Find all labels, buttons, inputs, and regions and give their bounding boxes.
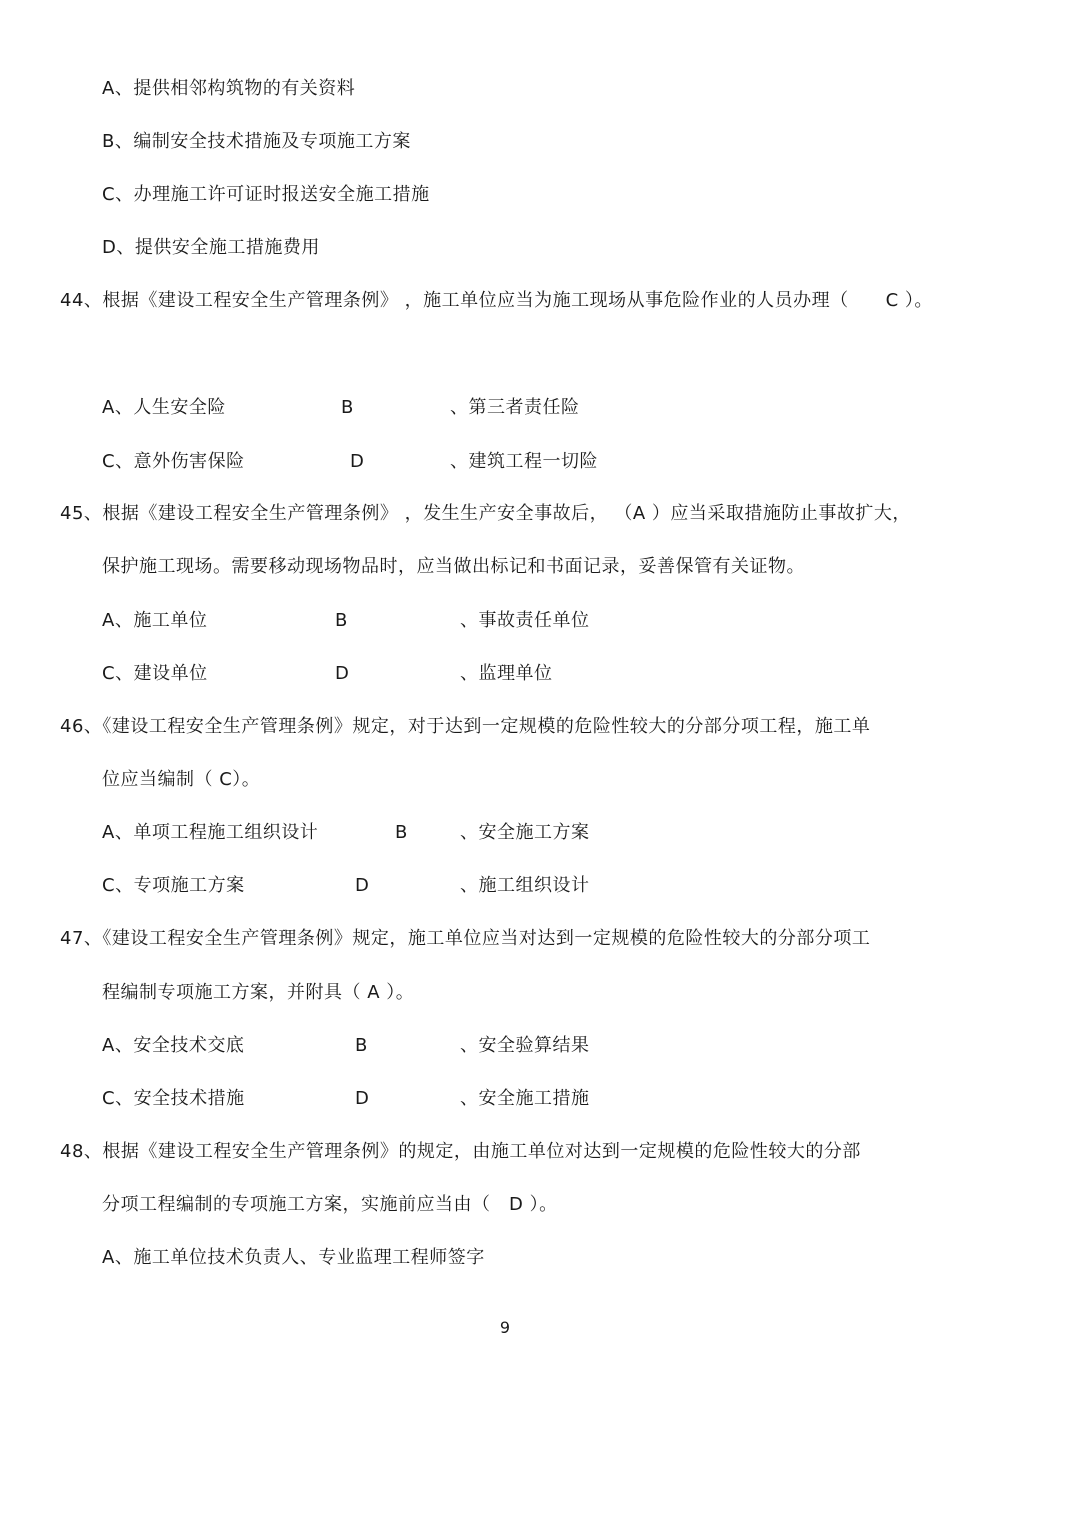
q45-option-a: A、施工单位 xyxy=(102,610,208,631)
q48-text-line2: 分项工程编制的专项施工方案，实施前应当由（ D ）。 xyxy=(102,1194,558,1215)
q44-option-c: C、意外伤害保险 xyxy=(102,451,245,472)
q48-option-a: A、施工单位技术负责人、专业监理工程师签字 xyxy=(102,1247,485,1268)
q45-text-line1: 45、根据《建设工程安全生产管理条例》 ，发生生产安全事故后， （A ）应当采取措施防止事故扩大， xyxy=(60,503,911,524)
q43-option-a: A、提供相邻构筑物的有关资料 xyxy=(102,78,356,99)
q43-option-c: C、办理施工许可证时报送安全施工措施 xyxy=(102,184,430,205)
q45-option-d-letter: D xyxy=(335,663,350,684)
q45-option-d-text: 、监理单位 xyxy=(460,663,553,684)
q45-option-b-text: 、事故责任单位 xyxy=(460,610,590,631)
page-number: 9 xyxy=(499,1318,511,1337)
q43-option-b: B、编制安全技术措施及专项施工方案 xyxy=(102,131,411,152)
q46-option-b-text: 、安全施工方案 xyxy=(460,822,590,843)
q44-text: 44、根据《建设工程安全生产管理条例》 ，施工单位应当为施工现场从事危险作业的人员办理（ C ）。 xyxy=(60,290,933,311)
q45-text-line2: 保护施工现场。需要移动现场物品时，应当做出标记和书面记录，妥善保管有关证物。 xyxy=(102,556,805,577)
q46-option-c: C、专项施工方案 xyxy=(102,875,245,896)
q46-text-line1: 46、《建设工程安全生产管理条例》规定，对于达到一定规模的危险性较大的分部分项工程，施工单 xyxy=(60,716,871,737)
q44-option-b-letter: B xyxy=(341,397,354,418)
q43-option-d: D、提供安全施工措施费用 xyxy=(102,237,320,258)
q46-option-b-letter: B xyxy=(395,822,408,843)
q47-option-b-letter: B xyxy=(355,1035,368,1056)
q46-text-line2: 位应当编制（ C）。 xyxy=(102,769,261,790)
q44-option-b-text: 、第三者责任险 xyxy=(450,397,580,418)
q46-option-d-letter: D xyxy=(355,875,370,896)
q44-option-d-letter: D xyxy=(350,451,365,472)
q47-option-d-letter: D xyxy=(355,1088,370,1109)
q47-text-line1: 47、《建设工程安全生产管理条例》规定，施工单位应当对达到一定规模的危险性较大的分部分项工 xyxy=(60,928,871,949)
q47-text-line2: 程编制专项施工方案，并附具（ A ）。 xyxy=(102,982,415,1003)
q47-option-c: C、安全技术措施 xyxy=(102,1088,245,1109)
q44-option-a: A、人生安全险 xyxy=(102,397,226,418)
q45-option-b-letter: B xyxy=(335,610,348,631)
q48-text-line1: 48、根据《建设工程安全生产管理条例》的规定，由施工单位对达到一定规模的危险性较大的分部 xyxy=(60,1141,861,1162)
q44-option-d-text: 、建筑工程一切险 xyxy=(450,451,598,472)
q47-option-b-text: 、安全验算结果 xyxy=(460,1035,590,1056)
q47-option-a: A、安全技术交底 xyxy=(102,1035,245,1056)
q45-option-c: C、建设单位 xyxy=(102,663,208,684)
q46-option-d-text: 、施工组织设计 xyxy=(460,875,590,896)
q46-option-a: A、单项工程施工组织设计 xyxy=(102,822,319,843)
q47-option-d-text: 、安全施工措施 xyxy=(460,1088,590,1109)
